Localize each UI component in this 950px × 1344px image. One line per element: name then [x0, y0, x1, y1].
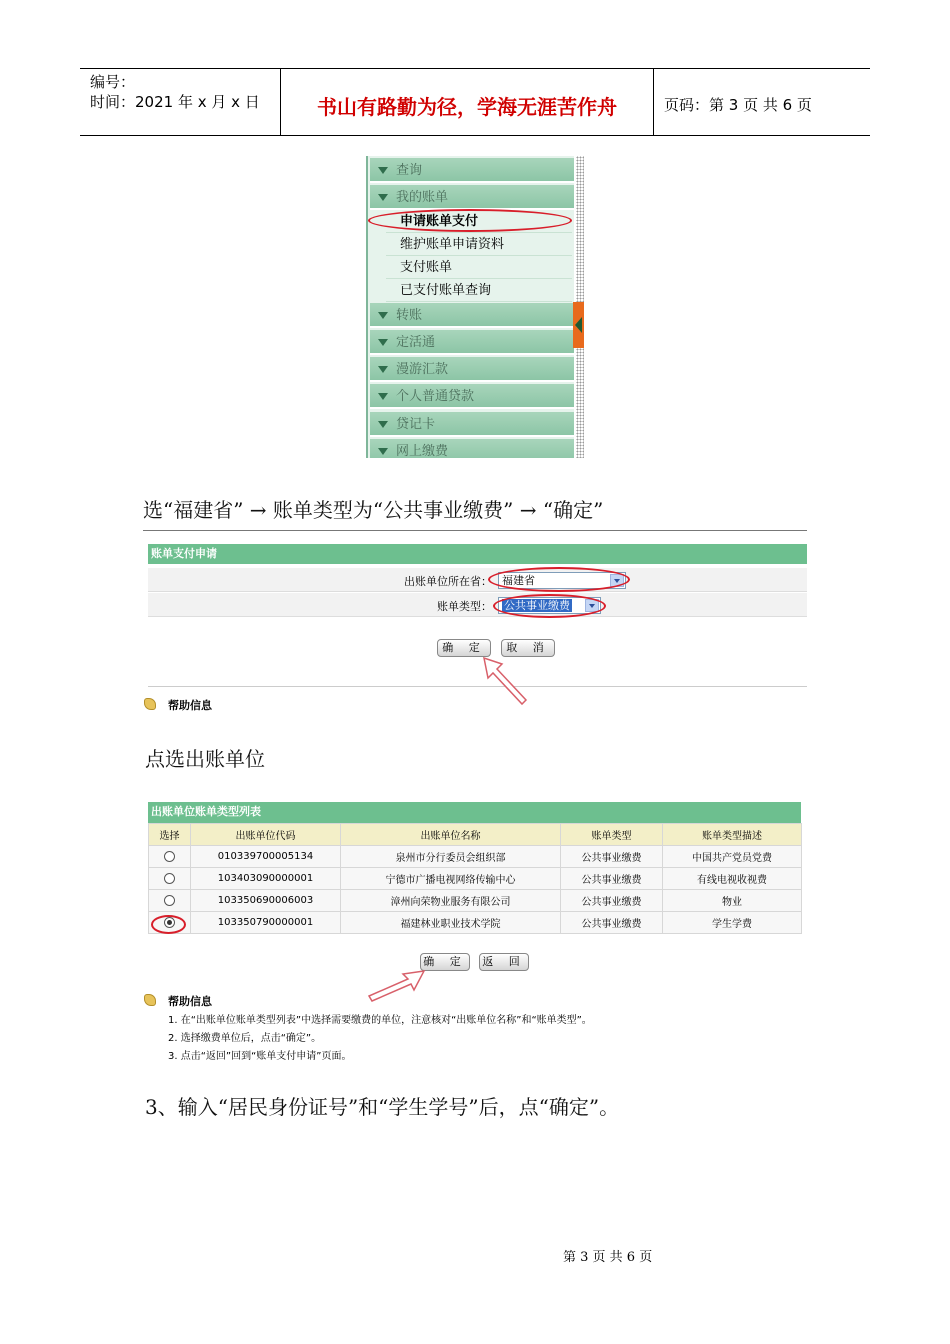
menu-item-label: 个人普通贷款	[396, 389, 475, 404]
table-header-row	[149, 824, 802, 846]
col-unit-code: 出账单位代码	[191, 824, 341, 846]
help-item: 2. 选择缴费单位后，点击“确定”。	[168, 1033, 322, 1044]
row-select-cell	[149, 868, 191, 890]
header-meta	[80, 69, 281, 135]
unit-name: 宁德市广播电视网络传输中心	[341, 868, 561, 890]
menu-panel	[366, 156, 574, 458]
menu-item-label: 网上缴费	[396, 444, 449, 458]
bill-type: 公共事业缴费	[561, 890, 663, 912]
unit-table	[148, 823, 802, 934]
help-info-icon	[144, 698, 156, 710]
help-info-icon	[144, 994, 156, 1006]
menu-item-credit-card[interactable]	[370, 412, 574, 437]
bill-type: 公共事业缴费	[561, 868, 663, 890]
menu-item-transfer[interactable]	[370, 303, 574, 328]
province-label: 出账单位所在省：	[404, 575, 492, 588]
bill-menu-screenshot	[366, 156, 584, 458]
annotation-oval-bill-type	[493, 594, 606, 618]
cancel-button[interactable]: 取 消	[501, 639, 555, 657]
table-panel-title: 出账单位账单类型列表	[148, 802, 801, 823]
table-row	[149, 868, 802, 890]
col-select: 选择	[149, 824, 191, 846]
page-footer: 第 3 页 共 6 页	[563, 1250, 653, 1265]
submenu-pay-bill[interactable]: 支付账单	[386, 256, 572, 279]
table-confirm-button[interactable]: 确 定	[420, 953, 470, 971]
menu-item-dinghuotong[interactable]	[370, 330, 574, 355]
table-row	[149, 890, 802, 912]
expand-arrow-icon	[378, 194, 388, 201]
submenu-paid-bill-query[interactable]: 已支付账单查询	[386, 279, 572, 302]
page-header	[80, 68, 870, 136]
table-row	[149, 846, 802, 868]
row-radio[interactable]	[164, 873, 175, 884]
unit-code: 010339700005134	[191, 846, 341, 868]
bill-desc: 物业	[663, 890, 802, 912]
row-select-cell	[149, 846, 191, 868]
form-panel-title: 账单支付申请	[148, 544, 807, 564]
divider	[143, 530, 807, 531]
collapse-handle[interactable]	[573, 302, 584, 348]
annotation-oval-province	[488, 567, 630, 592]
date-label: 时间：2021 年 x 月 x 日	[90, 93, 260, 111]
header-motto: 书山有路勤为径，学海无涯苦作舟	[281, 69, 654, 135]
bill-desc: 学生学费	[663, 912, 802, 934]
bill-desc: 中国共产党员党费	[663, 846, 802, 868]
row-radio[interactable]	[164, 895, 175, 906]
menu-item-label: 转账	[396, 308, 423, 323]
number-label: 编号：	[90, 73, 136, 91]
pointer-arrow-icon	[366, 968, 428, 1004]
unit-name: 泉州市分行委员会组织部	[341, 846, 561, 868]
header-page-label: 页码：第 3 页 共 6 页	[664, 95, 812, 114]
unit-code: 103403090000001	[191, 868, 341, 890]
unit-name: 漳州向荣物业服务有限公司	[341, 890, 561, 912]
confirm-button[interactable]: 确 定	[437, 639, 491, 657]
unit-code: 103350790000001	[191, 912, 341, 934]
help-item: 3. 点击“返回”回到“账单支付申请”页面。	[168, 1051, 352, 1062]
expand-arrow-icon	[378, 366, 388, 373]
collapse-arrow-icon	[575, 317, 582, 333]
back-button[interactable]: 返 回	[479, 953, 529, 971]
menu-item-my-bills[interactable]	[370, 185, 574, 210]
menu-item-label: 漫游汇款	[396, 362, 449, 377]
menu-item-personal-loan[interactable]	[370, 384, 574, 409]
col-unit-name: 出账单位名称	[341, 824, 561, 846]
unit-name: 福建林业职业技术学院	[341, 912, 561, 934]
annotation-oval-selected-radio	[151, 915, 186, 934]
expand-arrow-icon	[378, 421, 388, 428]
submenu-maintain-bill-info[interactable]: 维护账单申请资料	[386, 233, 572, 256]
bill-type-label: 账单类型：	[437, 600, 492, 613]
pointer-arrow-icon	[476, 654, 532, 710]
menu-item-label: 查询	[396, 163, 423, 178]
row-select-cell	[149, 890, 191, 912]
unit-code: 103350690006003	[191, 890, 341, 912]
help-info-label: 帮助信息	[168, 995, 212, 1008]
menu-item-query[interactable]	[370, 158, 574, 183]
bill-type: 公共事业缴费	[561, 912, 663, 934]
expand-arrow-icon	[378, 448, 388, 455]
table-row	[149, 912, 802, 934]
row-radio[interactable]	[164, 851, 175, 862]
help-list	[168, 1012, 592, 1066]
annotation-oval-apply	[368, 209, 572, 232]
expand-arrow-icon	[378, 312, 388, 319]
instruction-step-3: 3、输入“居民身份证号”和“学生学号”后，点“确定”。	[145, 1095, 620, 1119]
bill-type: 公共事业缴费	[561, 846, 663, 868]
menu-item-label: 我的账单	[396, 190, 449, 205]
instruction-pick-unit: 点选出账单位	[145, 747, 265, 771]
expand-arrow-icon	[378, 167, 388, 174]
expand-arrow-icon	[378, 393, 388, 400]
province-value: 福建省	[502, 574, 535, 587]
instruction-select-province: 选“福建省” → 账单类型为“公共事业缴费” → “确定”	[143, 498, 604, 522]
menu-item-label: 定活通	[396, 335, 436, 350]
bill-type-value: 公共事业缴费	[504, 599, 570, 612]
col-bill-desc: 账单类型描述	[663, 824, 802, 846]
help-info-label: 帮助信息	[168, 699, 212, 712]
submenu-apply-bill-payment[interactable]: 申请账单支付	[386, 210, 572, 233]
help-item: 1. 在“出账单位账单类型列表”中选择需要缴费的单位，注意核对“出账单位名称”和“账单类型”。	[168, 1015, 592, 1026]
menu-item-online-payment[interactable]	[370, 439, 574, 458]
bill-desc: 有线电视收视费	[663, 868, 802, 890]
expand-arrow-icon	[378, 339, 388, 346]
col-bill-type: 账单类型	[561, 824, 663, 846]
menu-item-label: 贷记卡	[396, 417, 436, 432]
menu-item-roaming-remit[interactable]	[370, 357, 574, 382]
